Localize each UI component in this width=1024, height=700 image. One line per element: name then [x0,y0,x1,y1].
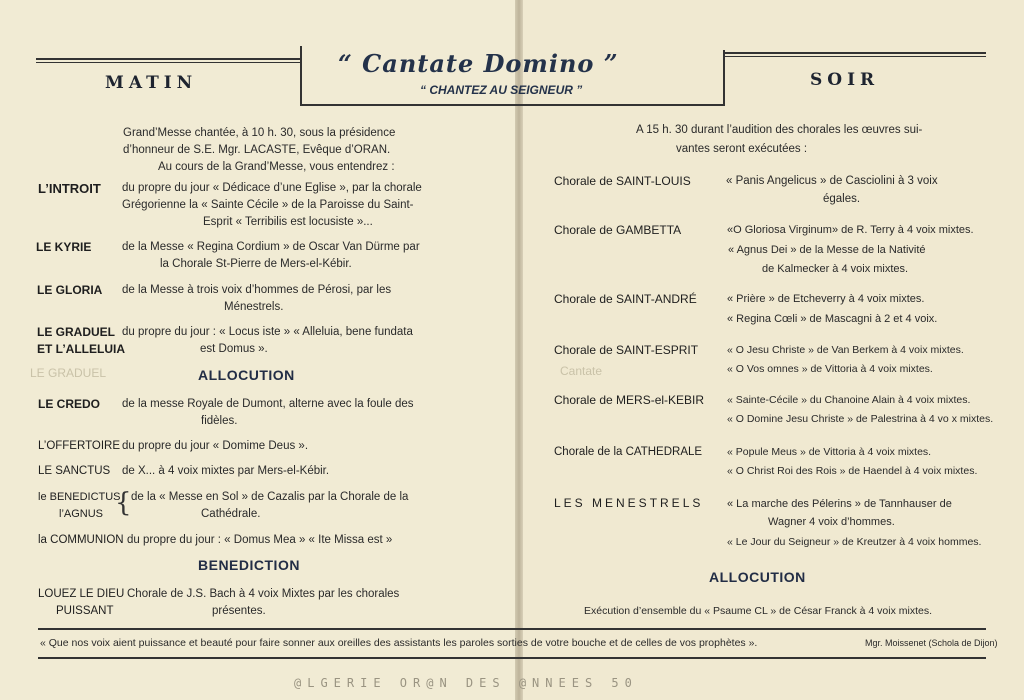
soir-finale: Exécution d’ensemble du « Psaume CL » de César Franck à 4 voix mixtes. [584,605,933,617]
matin-item-line: de la messe Royale de Dumont, alterne avec la foule des [122,398,414,410]
matin-item-label: LE SANCTUS [38,465,111,477]
soir-item-line: « Sainte-Cécile » du Chanoine Alain à 4 voix mixtes. [727,394,971,406]
program-subtitle: “ CHANTEZ AU SEIGNEUR ” [420,83,583,97]
matin-item-line: de la « Messe en Sol » de Cazalis par la Chorale de la [131,491,409,503]
matin-item-label: LE GLORIA [37,283,103,297]
rule-line [300,104,725,106]
soir-item-label: Chorale de MERS-el-KEBIR [554,393,705,407]
soir-item-line: égales. [823,193,861,205]
matin-item-line: du propre du jour : « Domus Mea » « Ite Missa est » [127,534,393,546]
soir-item-label: Chorale de SAINT-LOUIS [554,174,691,188]
matin-intro-line: Grand’Messe chantée, à 10 h. 30, sous la présidence [123,127,396,139]
soir-item-line: «O Gloriosa Virginum» de R. Terry à 4 voix mixtes. [727,224,974,236]
matin-item-line: Cathédrale. [201,508,261,520]
soir-intro-line: vantes seront exécutées : [676,143,808,155]
matin-item-line: du propre du jour « Dédicace d’une Eglise », par la chorale [122,182,422,194]
soir-item-line: « O Jesu Christe » de Van Berkem à 4 voix mixtes. [727,344,964,356]
matin-heading: MATIN [105,73,198,93]
watermark-footer: @LGERIE OR@N DES @NNEES 50 [294,676,638,690]
matin-item-line: est Domus ». [200,343,268,355]
soir-item-label: LES MENESTRELS [554,496,704,510]
matin-item-label: LOUEZ LE DIEU [38,588,125,600]
soir-item-label: Chorale de SAINT-ANDRÉ [554,292,697,306]
soir-heading: SOIR [810,70,880,90]
matin-item-line: de X... à 4 voix mixtes par Mers-el-Kébir. [122,465,330,477]
bleed-through-text: Cantate [560,364,603,378]
matin-item-label: l’AGNUS [59,508,104,520]
soir-item-line: « Prière » de Etcheverry à 4 voix mixtes. [727,293,925,305]
soir-item-line: « Agnus Dei » de la Messe de la Nativité [728,244,926,256]
matin-item-line: de la Messe à trois voix d’hommes de Pérosi, par les [122,284,392,296]
matin-item-line: présentes. [212,605,266,617]
matin-item-line: du propre du jour : « Locus iste » « Alleluia, bene fundata [122,326,413,338]
quote-attribution: Mgr. Moissenet (Schola de Dijon) [865,638,998,648]
section-heading: BENEDICTION [198,557,300,573]
matin-item-line: Chorale de J.S. Bach à 4 voix Mixtes par les chorales [127,588,400,600]
rule-line [36,58,300,60]
matin-intro-line: Au cours de la Grand’Messe, vous entendrez : [158,161,395,173]
matin-item-line: Esprit « Terribilis est locusiste »... [203,216,373,228]
rule-line [36,62,300,63]
rule-line [723,56,986,57]
matin-item-line: la Chorale St-Pierre de Mers-el-Kébir. [160,258,352,270]
matin-item-line: Ménestrels. [224,301,284,313]
soir-item-line: de Kalmecker à 4 voix mixtes. [762,263,909,275]
section-heading: ALLOCUTION [198,367,295,383]
matin-item-label: LE GRADUEL [37,325,115,339]
matin-item-label: L’INTROIT [38,181,101,196]
soir-item-line: « O Vos omnes » de Vittoria à 4 voix mixtes. [727,363,933,375]
matin-item-line: de la Messe « Regina Cordium » de Oscar Van Dürme par [122,241,420,253]
rule-line [38,628,986,630]
rule-line [38,657,986,659]
soir-item-label: Chorale de SAINT-ESPRIT [554,343,699,357]
soir-item-label: Chorale de GAMBETTA [554,223,682,237]
soir-item-label: Chorale de la CATHEDRALE [554,446,703,458]
matin-item-label: ET L’ALLELUIA [37,342,125,356]
soir-item-line: « Regina Cœli » de Mascagni à 2 et 4 voix. [727,313,938,325]
rule-line [723,50,725,106]
soir-item-line: « O Domine Jesu Christe » de Palestrina à 4 vo x mixtes. [727,413,994,425]
matin-item-line: Grégorienne la « Sainte Cécile » de la Paroisse du Saint- [122,199,414,211]
soir-item-line: « Panis Angelicus » de Casciolini à 3 voix [726,175,938,187]
matin-item-label: le BENEDICTUS [38,491,121,503]
matin-item-line: fidèles. [201,415,238,427]
closing-quote: « Que nos voix aient puissance et beauté pour faire sonner aux oreilles des assistants les paroles sorties de votre bouche et de celles de vos prophètes ». [40,637,758,649]
soir-intro-line: A 15 h. 30 durant l’audition des chorales les œuvres sui- [636,124,923,136]
matin-item-label: LE CREDO [38,397,101,411]
matin-item-label: L’OFFERTOIRE [38,440,121,452]
brace-glyph: { [115,488,132,518]
soir-item-line: « Le Jour du Seigneur » de Kreutzer à 4 voix hommes. [727,536,982,548]
bleed-through-text: LE GRADUEL [30,366,107,380]
soir-item-line: « Popule Meus » de Vittoria à 4 voix mixtes. [727,446,932,458]
matin-intro-line: d’honneur de S.E. Mgr. LACASTE, Evêque d’ORAN. [123,144,391,156]
soir-item-line: « La marche des Pélerins » de Tannhauser de [727,498,952,510]
section-heading: ALLOCUTION [709,569,806,585]
rule-line [723,52,986,54]
matin-item-line: du propre du jour « Domime Deus ». [122,440,309,452]
matin-item-label: LE KYRIE [36,240,92,254]
matin-item-label: PUISSANT [56,605,114,617]
soir-item-line: Wagner 4 voix d’hommes. [768,516,895,528]
matin-item-label: la COMMUNION [38,534,124,546]
program-title: “ Cantate Domino ” [338,49,619,78]
rule-line [300,46,302,106]
soir-item-line: « O Christ Roi des Rois » de Haendel à 4 voix mixtes. [727,465,978,477]
